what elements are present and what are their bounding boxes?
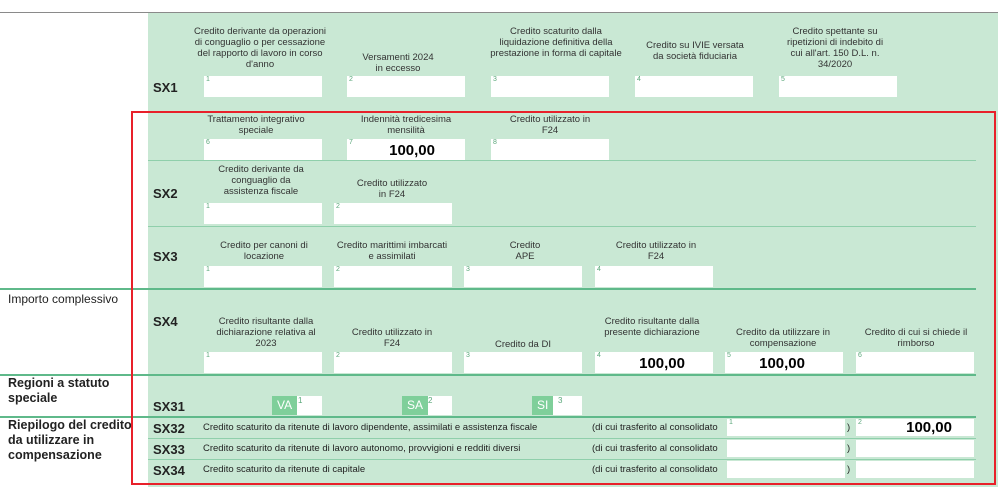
sx2-field1-label: Credito derivante da conguaglio da assistenza fiscale bbox=[218, 164, 304, 197]
field-number: 2 bbox=[858, 419, 862, 426]
row-text-sx34: Credito scaturito da ritenute di capitale bbox=[203, 464, 366, 475]
row-code-sx31: SX31 bbox=[153, 399, 185, 414]
riepilogo-label: Riepilogo del credito da utilizzare in compensazione bbox=[8, 418, 132, 462]
field-number: 3 bbox=[493, 76, 497, 83]
field-number: 1 bbox=[729, 419, 733, 426]
field-number: 4 bbox=[597, 266, 601, 273]
row-code-sx2: SX2 bbox=[153, 186, 178, 201]
region-label: SA bbox=[402, 396, 428, 415]
field-value: 100,00 bbox=[639, 355, 685, 372]
sx1-field4-label: Credito su IVIE versata da società fiduciaria bbox=[646, 40, 744, 62]
sx2-field2-label: Credito utilizzato in F24 bbox=[356, 178, 428, 200]
field-number: 2 bbox=[336, 203, 340, 210]
row-code-sx33: SX33 bbox=[153, 442, 185, 457]
field-number: 2 bbox=[336, 266, 340, 273]
sx3-field2-label: Credito marittimi imbarcati e assimilati bbox=[336, 240, 448, 262]
consolidato-label: (di cui trasferito al consolidato bbox=[592, 422, 718, 433]
field-value: 100,00 bbox=[906, 419, 952, 436]
field-number: 3 bbox=[466, 352, 470, 359]
field-number: 3 bbox=[558, 396, 563, 405]
sx4-field4-label: Credito risultante dalla presente dichiarazione bbox=[604, 316, 700, 338]
importo-complessivo-label: Importo complessivo bbox=[8, 292, 119, 306]
paren: ) bbox=[847, 422, 851, 433]
field-number: 2 bbox=[349, 76, 353, 83]
sx1-field1-input[interactable] bbox=[204, 76, 322, 97]
sx1-field4-input[interactable] bbox=[635, 76, 753, 97]
consolidato-label: (di cui trasferito al consolidato bbox=[592, 464, 718, 475]
sx1-field5-input[interactable] bbox=[779, 76, 897, 97]
sx4-field2-label: Credito utilizzato in F24 bbox=[351, 327, 433, 349]
field-number: 1 bbox=[206, 76, 210, 83]
sx1-field1-label: Credito derivante da operazioni di conguaglio o per cessazione del rapporto di lavoro in corso d'anno bbox=[193, 26, 327, 70]
field-number: 3 bbox=[466, 266, 470, 273]
field-number: 6 bbox=[206, 139, 210, 146]
highlight-box bbox=[131, 111, 996, 485]
consolidato-label: (di cui trasferito al consolidato bbox=[592, 443, 718, 454]
field-number: 6 bbox=[858, 352, 862, 359]
field-value: 100,00 bbox=[389, 142, 435, 159]
sx3-field1-label: Credito per canoni di locazione bbox=[220, 240, 308, 262]
field-number: 4 bbox=[597, 352, 601, 359]
field-number: 5 bbox=[727, 352, 731, 359]
regioni-statuto-speciale-label: Regioni a statuto speciale bbox=[8, 376, 110, 405]
paren: ) bbox=[847, 443, 851, 454]
field-number: 1 bbox=[206, 266, 210, 273]
sx1-field3-input[interactable] bbox=[491, 76, 609, 97]
sx1-field6-label: Trattamento integrativo speciale bbox=[207, 114, 305, 136]
sx1-field2-input[interactable] bbox=[347, 76, 465, 97]
field-number: 7 bbox=[349, 139, 353, 146]
sx1-field3-label: Credito scaturito dalla liquidazione definitiva della prestazione in forma di capitale bbox=[490, 26, 622, 59]
sx1-field5-label: Credito spettante su ripetizioni di indebito di cui all'art. 150 D.L. n. 34/2020 bbox=[786, 26, 884, 70]
field-number: 1 bbox=[206, 203, 210, 210]
sx1-field8-label: Credito utilizzato in F24 bbox=[509, 114, 591, 136]
sx4-field5-label: Credito da utilizzare in compensazione bbox=[736, 327, 830, 349]
row-text-sx33: Credito scaturito da ritenute di lavoro autonomo, provvigioni e redditi diversi bbox=[203, 443, 521, 454]
row-code-sx3: SX3 bbox=[153, 249, 178, 264]
row-code-sx32: SX32 bbox=[153, 421, 185, 436]
row-code-sx34: SX34 bbox=[153, 463, 185, 478]
sx3-field4-label: Credito utilizzato in F24 bbox=[615, 240, 697, 262]
sx1-field2-label: Versamenti 2024 in eccesso bbox=[362, 52, 434, 74]
field-number: 2 bbox=[336, 352, 340, 359]
field-number: 1 bbox=[206, 352, 210, 359]
region-label: SI bbox=[532, 396, 553, 415]
region-label: VA bbox=[272, 396, 297, 415]
sx4-field3-label: Credito da DI bbox=[495, 339, 551, 350]
sx3-field3-label: Credito APE bbox=[509, 240, 541, 262]
row-code-sx1: SX1 bbox=[153, 80, 178, 95]
field-number: 4 bbox=[637, 76, 641, 83]
field-number: 1 bbox=[298, 396, 303, 405]
sx1-field7-label: Indennità tredicesima mensilità bbox=[360, 114, 452, 136]
field-number: 5 bbox=[781, 76, 785, 83]
field-number: 2 bbox=[428, 396, 433, 405]
sx4-field6-label: Credito di cui si chiede il rimborso bbox=[864, 327, 968, 349]
row-text-sx32: Credito scaturito da ritenute di lavoro dipendente, assimilati e assistenza fiscale bbox=[203, 422, 538, 433]
row-code-sx4: SX4 bbox=[153, 314, 178, 329]
sx4-field1-label: Credito risultante dalla dichiarazione relativa al 2023 bbox=[216, 316, 316, 349]
paren: ) bbox=[847, 464, 851, 475]
field-value: 100,00 bbox=[759, 355, 805, 372]
field-number: 8 bbox=[493, 139, 497, 146]
